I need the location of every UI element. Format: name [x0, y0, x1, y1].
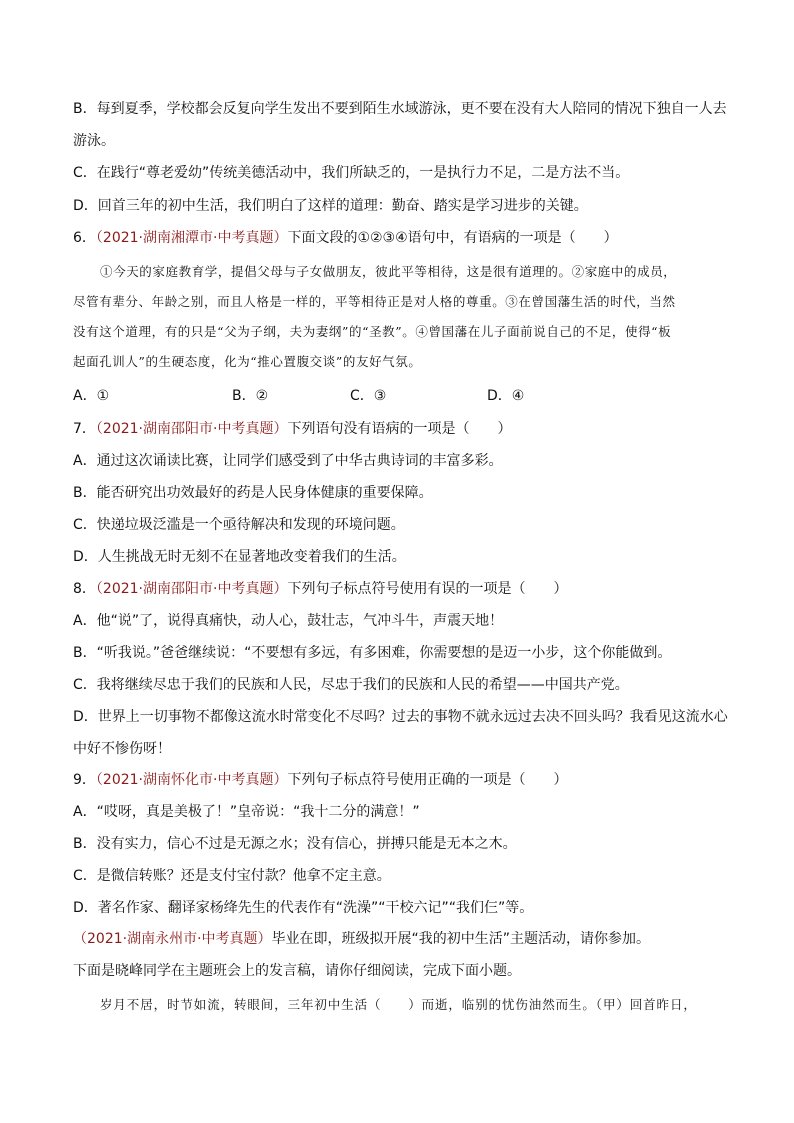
section-source: （2021·湖南永州市·中考真题）	[73, 931, 272, 947]
option-d: D．④	[487, 388, 525, 404]
option-d: D．回首三年的初中生活，我们明白了这样的道理：勤奋、踏实是学习进步的关键。	[73, 198, 588, 214]
option-b-line-1: B．每到夏季，学校都会反复向学生发出不要到陌生水域游泳，更不要在没有大人陪同的情况下独自一人去	[73, 101, 727, 117]
section-passage: 岁月不居，时节如流，转眼间，三年初中生活（ ）而逝，临别的忧伤油然而生。（甲）回首昨日，	[100, 997, 697, 1012]
question-8-header	[73, 579, 733, 599]
option-d-line-1: D．世界上一切事物不都像这流水时常变化不尽吗？过去的事物不就永远过去决不回头吗？我看见这流水心	[73, 709, 728, 725]
option-b-line-2: 游泳。	[73, 133, 115, 149]
option-d: D．人生挑战无时无刻不在显著地改变着我们的生活。	[73, 549, 406, 565]
option-a: A．通过这次诵读比赛，让同学们感受到了中华古典诗词的丰富多彩。	[73, 453, 503, 469]
question-number: 6．	[73, 230, 96, 246]
option-b: B．“听我说。”爸爸继续说：“不要想有多远，有多困难，你需要想的是迈一小步，这个你能做到。	[73, 645, 672, 661]
section-instruction: 下面是晓峰同学在主题班会上的发言稿，请你仔细阅读，完成下面小题。	[73, 963, 521, 979]
question-source: （2021·湖南邵阳市·中考真题）	[95, 581, 288, 597]
option-d-line-2: 中好不惨伤呀！	[73, 741, 171, 757]
question-6-header	[73, 228, 733, 248]
section-header	[73, 929, 733, 949]
option-c: C．在践行“尊老爱幼”传统美德活动中，我们所缺乏的，一是执行力不足，二是方法不当。	[73, 165, 630, 181]
passage-line: 尽管有辈分、年龄之别，而且人格是一样的，平等相待正是对人格的尊重。③在曾国藩生活的时代，当然	[73, 294, 676, 309]
question-stem: 下列语句没有语病的一项是（ ）	[287, 421, 512, 437]
passage-line: ①今天的家庭教育学，提倡父母与子女做朋友，彼此平等相待，这是很有道理的。②家庭中的成员，	[100, 264, 677, 279]
option-b: B．②	[232, 388, 269, 404]
passage-line: 起面孔训人”的生硬态度，化为“推心置腹交谈”的友好气氛。	[73, 354, 422, 369]
question-number: 8．	[73, 581, 96, 597]
option-c: C．快递垃圾泛滥是一个亟待解决和发现的环境问题。	[73, 517, 405, 533]
option-b: B．能否研究出功效最好的药是人民身体健康的重要保障。	[73, 485, 433, 501]
question-stem: 下列句子标点符号使用有误的一项是（ ）	[287, 581, 568, 597]
question-9-header	[73, 770, 733, 790]
question-source: （2021·湖南湘潭市·中考真题）	[95, 230, 288, 246]
question-stem: 下列句子标点符号使用正确的一项是（ ）	[287, 772, 568, 788]
option-a: A．①	[73, 388, 110, 404]
passage-line: 没有这个道理，有的只是“父为子纲，夫为妻纲”的“圣教”。④曾国藩在儿子面前说自己的不足，使得“板	[73, 324, 672, 339]
section-intro: 毕业在即，班级拟开展“我的初中生活”主题活动，请你参加。	[271, 931, 651, 947]
question-number: 7．	[73, 421, 96, 437]
question-stem: 下面文段的①②③④语句中，有语病的一项是（ ）	[287, 230, 618, 246]
option-a: A．他“说”了，说得真痛快，动人心，鼓壮志，气冲斗牛，声震天地！	[73, 613, 504, 629]
option-a: A．“哎呀，真是美极了！”皇帝说：“我十二分的满意！”	[73, 804, 420, 820]
question-source: （2021·湖南邵阳市·中考真题）	[95, 421, 288, 437]
option-d: D．著名作家、翻译家杨绛先生的代表作有“洗澡”“干校六记”“我们仨”等。	[73, 900, 534, 916]
question-7-header	[73, 419, 733, 439]
option-c: C．我将继续尽忠于我们的民族和人民，尽忠于我们的民族和人民的希望——中国共产党。	[73, 677, 629, 693]
option-c: C．是微信转账？还是支付宝付款？他拿不定主意。	[73, 868, 391, 884]
question-number: 9．	[73, 772, 96, 788]
option-b: B．没有实力，信心不过是无源之水；没有信心，拼搏只能是无本之木。	[73, 836, 517, 852]
question-source: （2021·湖南怀化市·中考真题）	[95, 772, 288, 788]
option-c: C．③	[350, 388, 387, 404]
